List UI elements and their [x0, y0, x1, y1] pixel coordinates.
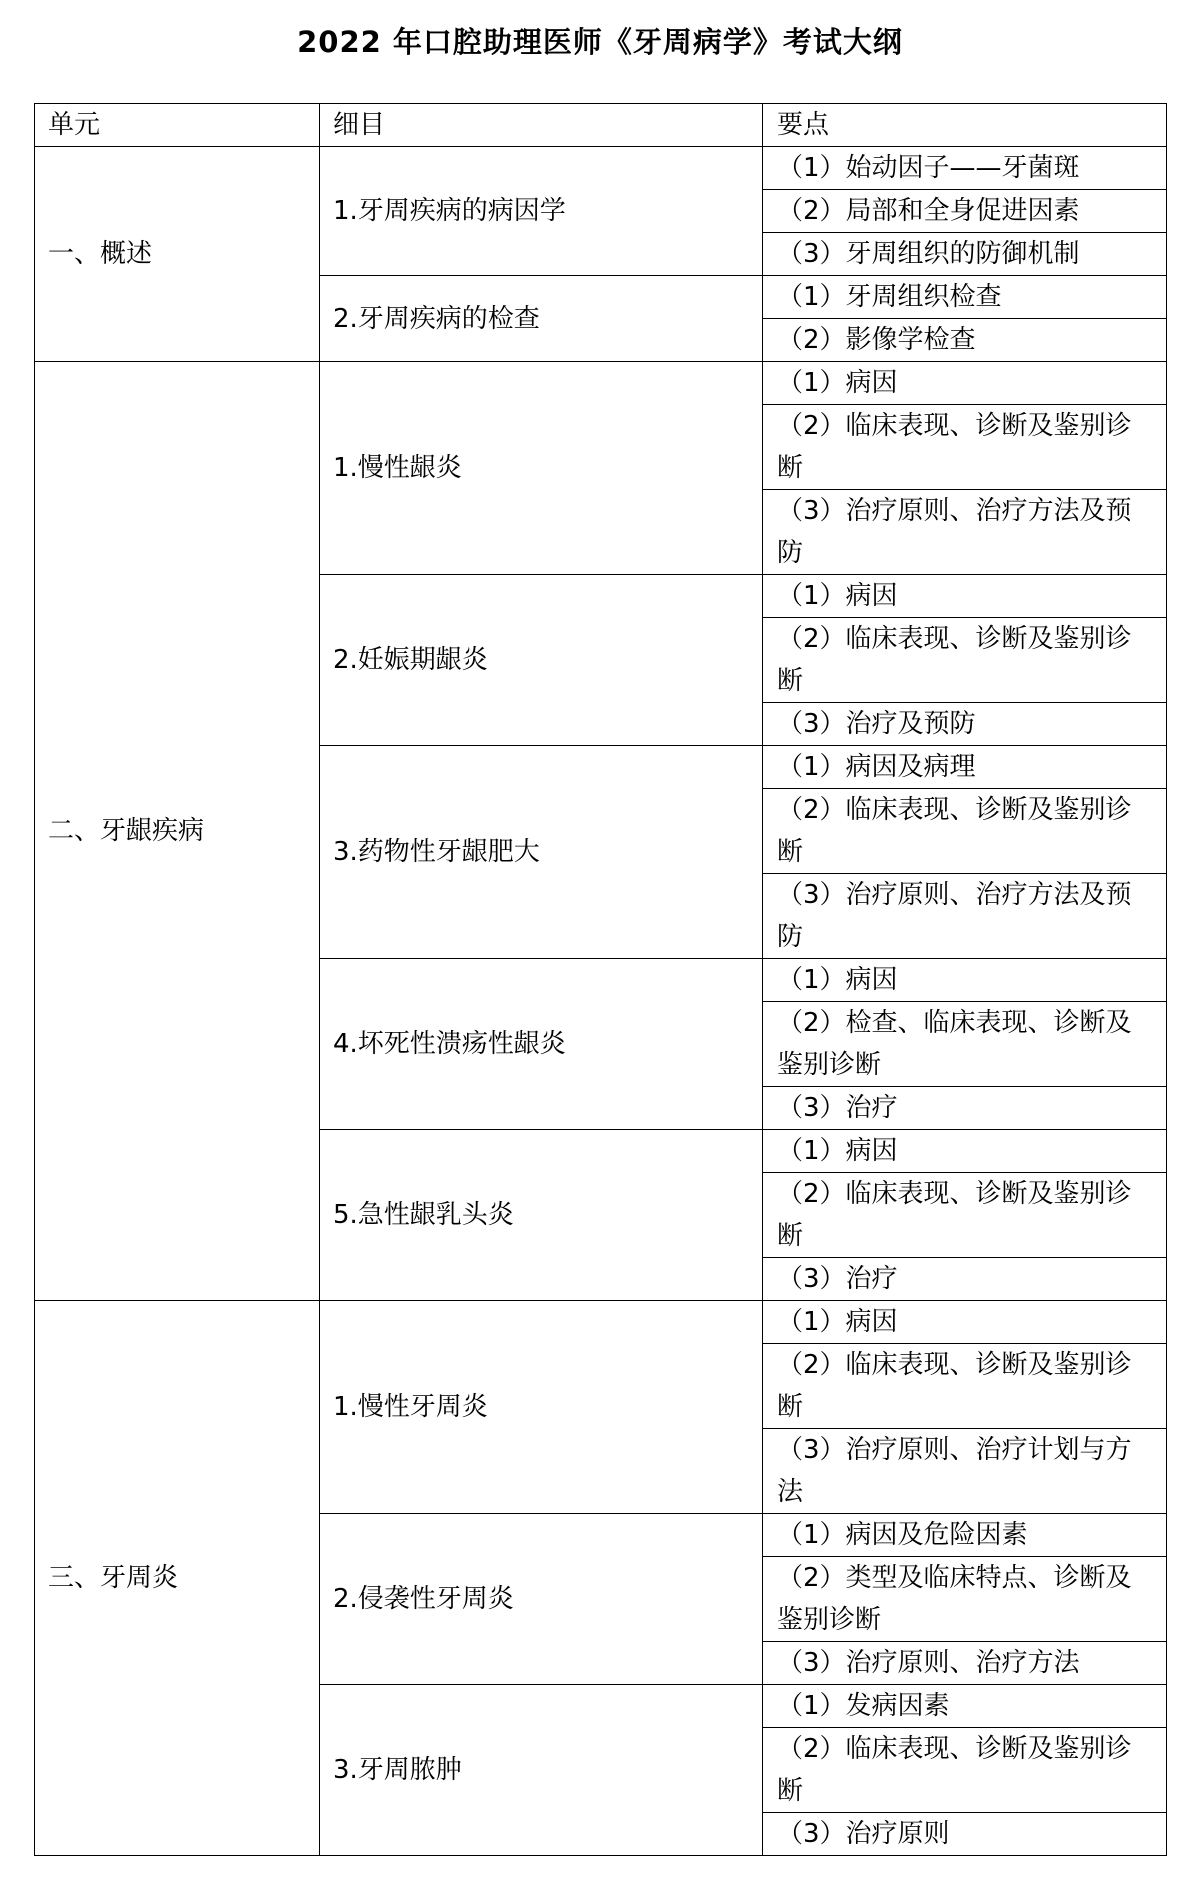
- item-cell: 5.急性龈乳头炎: [320, 1130, 763, 1301]
- table-row: [35, 1301, 1167, 1344]
- point-cell: （1）发病因素: [763, 1685, 1167, 1728]
- item-cell: 2.牙周疾病的检查: [320, 276, 763, 362]
- item-cell: 1.慢性龈炎: [320, 362, 763, 575]
- point-cell: （3）治疗原则、治疗方法: [763, 1642, 1167, 1685]
- point-cell: （3）治疗及预防: [763, 703, 1167, 746]
- point-cell: （3）治疗: [763, 1087, 1167, 1130]
- point-cell: （3）治疗原则、治疗计划与方法: [763, 1429, 1167, 1514]
- point-cell: （1）病因: [763, 1130, 1167, 1173]
- outline-table: [34, 103, 1167, 1856]
- point-cell: （1）病因: [763, 575, 1167, 618]
- item-cell: 3.药物性牙龈肥大: [320, 746, 763, 959]
- point-cell: （2）临床表现、诊断及鉴别诊断: [763, 1728, 1167, 1813]
- point-cell: （2）临床表现、诊断及鉴别诊断: [763, 405, 1167, 490]
- table-row: [35, 362, 1167, 405]
- point-cell: （1）病因: [763, 1301, 1167, 1344]
- point-cell: （1）病因及病理: [763, 746, 1167, 789]
- header-item: 细目: [320, 104, 763, 147]
- page-title: 2022 年口腔助理医师《牙周病学》考试大纲: [297, 25, 903, 59]
- item-cell: 2.妊娠期龈炎: [320, 575, 763, 746]
- point-cell: （3）治疗: [763, 1258, 1167, 1301]
- unit-cell: 三、牙周炎: [35, 1301, 320, 1856]
- point-cell: （3）牙周组织的防御机制: [763, 233, 1167, 276]
- unit-cell: 一、概述: [35, 147, 320, 362]
- item-cell: 1.牙周疾病的病因学: [320, 147, 763, 276]
- item-cell: 3.牙周脓肿: [320, 1685, 763, 1856]
- point-cell: （2）临床表现、诊断及鉴别诊断: [763, 789, 1167, 874]
- point-cell: （2）局部和全身促进因素: [763, 190, 1167, 233]
- point-cell: （2）临床表现、诊断及鉴别诊断: [763, 618, 1167, 703]
- point-cell: （1）牙周组织检查: [763, 276, 1167, 319]
- point-cell: （1）病因及危险因素: [763, 1514, 1167, 1557]
- point-cell: （2）临床表现、诊断及鉴别诊断: [763, 1344, 1167, 1429]
- item-cell: 4.坏死性溃疡性龈炎: [320, 959, 763, 1130]
- point-cell: （3）治疗原则、治疗方法及预防: [763, 874, 1167, 959]
- point-cell: （3）治疗原则: [763, 1813, 1167, 1856]
- point-cell: （1）始动因子——牙菌斑: [763, 147, 1167, 190]
- point-cell: （3）治疗原则、治疗方法及预防: [763, 490, 1167, 575]
- header-points: 要点: [763, 104, 1167, 147]
- table-row: [35, 147, 1167, 190]
- point-cell: （2）检查、临床表现、诊断及鉴别诊断: [763, 1002, 1167, 1087]
- point-cell: （2）临床表现、诊断及鉴别诊断: [763, 1173, 1167, 1258]
- item-cell: 2.侵袭性牙周炎: [320, 1514, 763, 1685]
- point-cell: （2）影像学检查: [763, 319, 1167, 362]
- unit-cell: 二、牙龈疾病: [35, 362, 320, 1301]
- table-header-row: [35, 104, 1167, 147]
- header-unit: 单元: [35, 104, 320, 147]
- point-cell: （1）病因: [763, 959, 1167, 1002]
- item-cell: 1.慢性牙周炎: [320, 1301, 763, 1514]
- point-cell: （2）类型及临床特点、诊断及鉴别诊断: [763, 1557, 1167, 1642]
- point-cell: （1）病因: [763, 362, 1167, 405]
